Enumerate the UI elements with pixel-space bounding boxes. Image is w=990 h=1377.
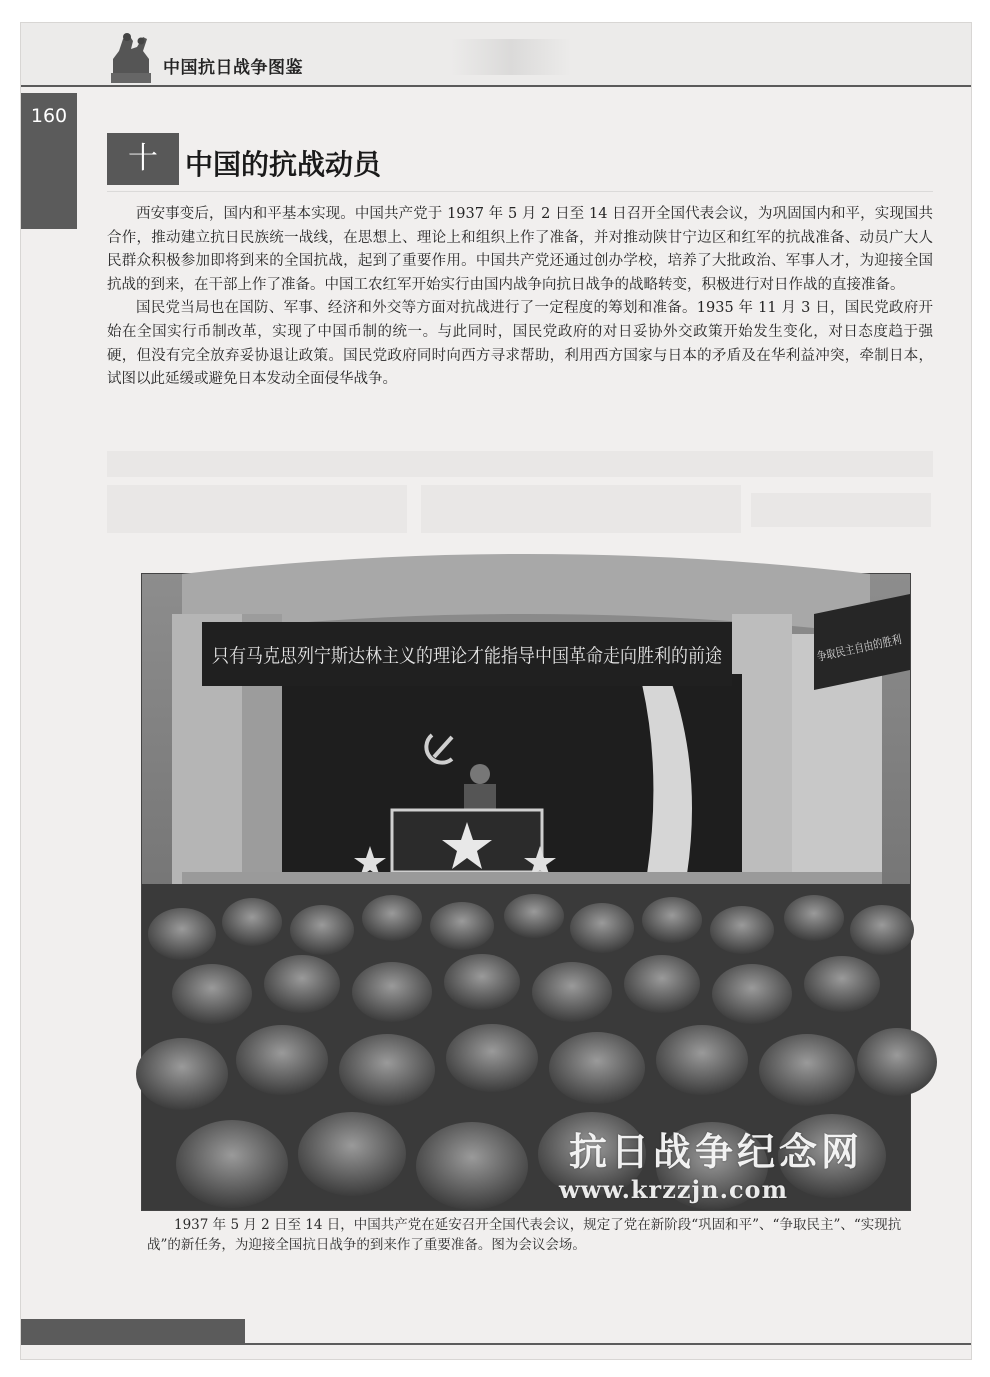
page	[20, 22, 972, 1360]
watermark-text: 抗日战争纪念网	[569, 1129, 864, 1174]
section-title: 中国的抗战动员	[185, 148, 382, 181]
bleed-through-mark	[751, 493, 931, 527]
meeting-hall-image	[142, 574, 925, 1210]
photo-caption: 1937 年 5 月 2 日至 14 日，中国共产党在延安召开全国代表会议，规定了党在新阶段“巩固和平”、“争取民主”、“实现抗战”的新任务，为迎接全国抗日战争的到来作了重要准备。图为会议会场。	[147, 1217, 902, 1253]
book-title: 中国抗日战争图鉴	[163, 58, 303, 78]
footer-bar	[21, 1319, 245, 1345]
page-number-tab	[21, 93, 77, 229]
divider	[107, 191, 933, 192]
paragraph: 国民党当局也在国防、军事、经济和外交等方面对抗战进行了一定程度的筹划和准备。1935 年 11 月 3 日，国民党政府开始在全国实行币制改革，实现了中国币制的统一。与此同时，国民党政府的对日妥协外交政策开始发生变化，对日态度趋于强硬，但没有完全放弃妥协退让政策。国民党政府同时向西方寻求帮助，利用西方国家与日本的矛盾及在华利益冲突，牵制日本，试图以此延缓或避免日本发动全面侵华战争。	[107, 300, 933, 388]
bleed-through-mark	[107, 451, 933, 477]
footer-rule	[245, 1343, 971, 1345]
bleed-through-mark	[107, 485, 407, 533]
soldier-statue-logo-icon	[107, 29, 155, 83]
paragraph: 西安事变后，国内和平基本实现。中国共产党于 1937 年 5 月 2 日至 14 日召开全国代表会议，为巩固国内和平，实现国共合作，推动建立抗日民族统一战线，在思想上、理论上和组织上作了准备，并对推动陕甘宁边区和红军的抗战准备、动员广大人民群众积极参加即将到来的全国抗战，起到了重要作用。中国共产党还通过创办学校，培养了大批政治、军事人才，为迎接全国抗战的到来，在干部上作了准备。中国工农红军开始实行由国内战争向抗日战争的战略转变，积极进行对日作战的直接准备。	[107, 206, 933, 293]
bleed-through-mark	[421, 485, 741, 533]
side-banner-text: 争取民主自由的胜利	[815, 627, 925, 664]
watermark-url: www.krzzjn.com	[559, 1175, 788, 1204]
page-number: 160	[30, 105, 68, 127]
section-number-box: 十	[107, 133, 179, 185]
page-header	[21, 23, 971, 87]
slogan-banner-text: 只有马克思列宁斯达林主义的理论才能指导中国革命走向胜利的前途	[212, 645, 722, 667]
meeting-photo	[141, 573, 925, 1211]
speaker	[470, 764, 490, 784]
body-text	[107, 203, 933, 392]
bleed-through-mark	[451, 39, 571, 75]
